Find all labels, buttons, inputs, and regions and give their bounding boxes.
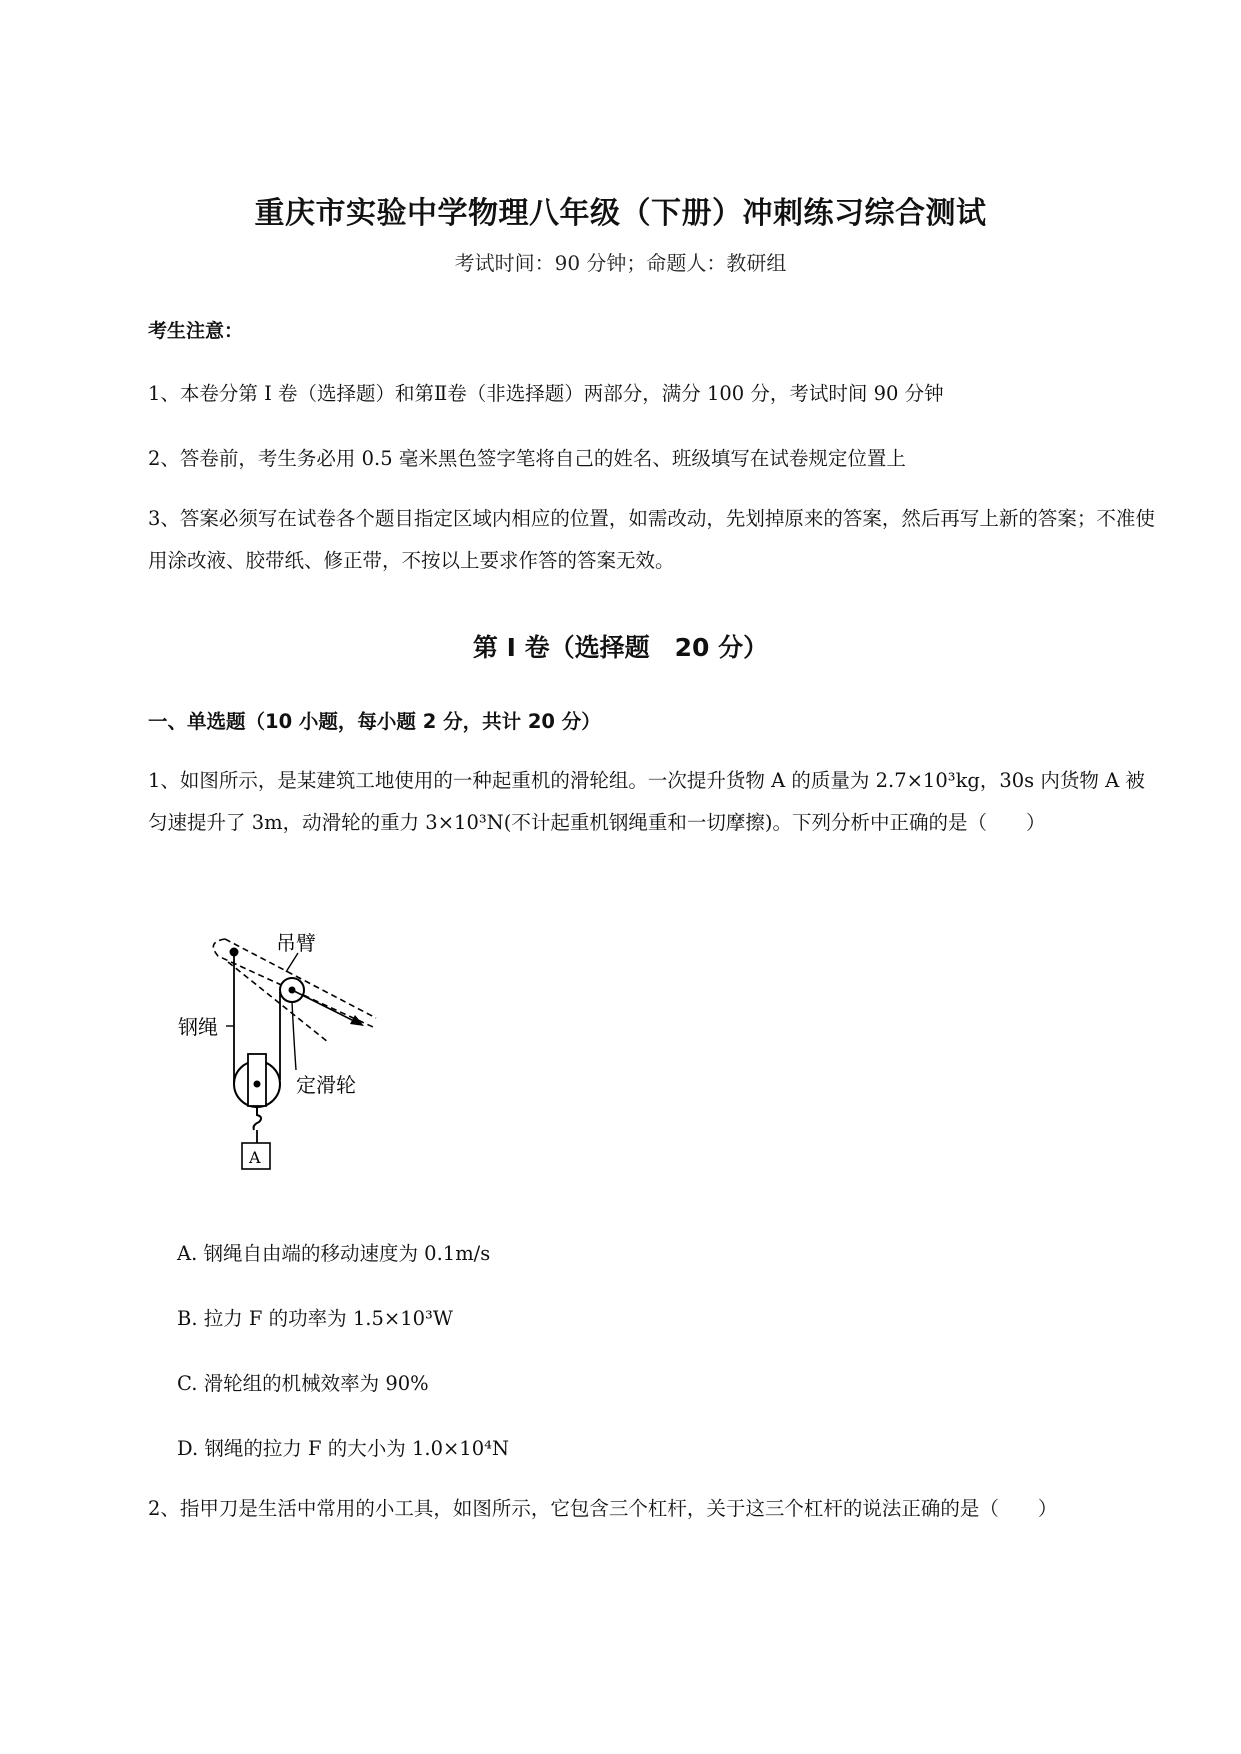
load-label: A	[249, 1148, 261, 1167]
notice-item-2: 2、答卷前，考生务必用 0.5 毫米黑色签字笔将自己的姓名、班级填写在试卷规定位置上	[148, 447, 906, 470]
notice-item-3: 3、答案必须写在试卷各个题目指定区域内相应的位置，如需改动，先划掉原来的答案，然后再写上新的答案；不准使用涂改液、胶带纸、修正带，不按以上要求作答的答案无效。	[148, 507, 1155, 572]
movable-pulley-axle	[254, 1081, 261, 1088]
hook-icon	[254, 1106, 262, 1130]
part-heading: 一、单选题（10 小题，每小题 2 分，共计 20 分）	[148, 710, 601, 733]
question-1-option-a[interactable]: A. 钢绳自由端的移动速度为 0.1m/s	[177, 1242, 491, 1265]
rope-label: 钢绳	[178, 1015, 218, 1039]
fixed-pulley-label: 定滑轮	[296, 1073, 356, 1097]
fixed-pulley-leader	[292, 1002, 296, 1070]
question-1-option-c[interactable]: C. 滑轮组的机械效率为 90%	[177, 1372, 429, 1395]
pulley-diagram	[168, 912, 398, 1190]
notice-heading: 考生注意：	[148, 320, 244, 342]
question-1-option-d[interactable]: D. 钢绳的拉力 F 的大小为 1.0×10⁴N	[177, 1437, 510, 1460]
question-2-stem: 2、指甲刀是生活中常用的小工具，如图所示，它包含三个杠杆，关于这三个杠杆的说法正确的是（ ）	[148, 1497, 1058, 1520]
boom-direction-line	[292, 990, 356, 1022]
question-1-option-b[interactable]: B. 拉力 F 的功率为 1.5×10³W	[177, 1307, 453, 1330]
question-1-stem: 1、如图所示，是某建筑工地使用的一种起重机的滑轮组。一次提升货物 A 的质量为 2.7×10³kg，30s 内货物 A 被匀速提升了 3m，动滑轮的重力 3×10³N(不计起重机钢绳重和一切摩擦)。下列分析中正确的是（ ）	[148, 769, 1145, 834]
notice-item-1: 1、本卷分第 I 卷（选择题）和第Ⅱ卷（非选择题）两部分，满分 100 分，考试时间 90 分钟	[148, 382, 944, 405]
exam-title: 重庆市实验中学物理八年级（下册）冲刺练习综合测试	[254, 196, 987, 231]
exam-subtitle: 考试时间：90 分钟；命题人：教研组	[454, 251, 787, 275]
boom-lower-dash	[228, 962, 328, 1042]
movable-pulley-frame	[248, 1054, 266, 1106]
boom-leader	[286, 953, 298, 972]
section-title: 第 I 卷（选择题 20 分）	[472, 633, 769, 662]
boom-label: 吊臂	[276, 931, 316, 955]
